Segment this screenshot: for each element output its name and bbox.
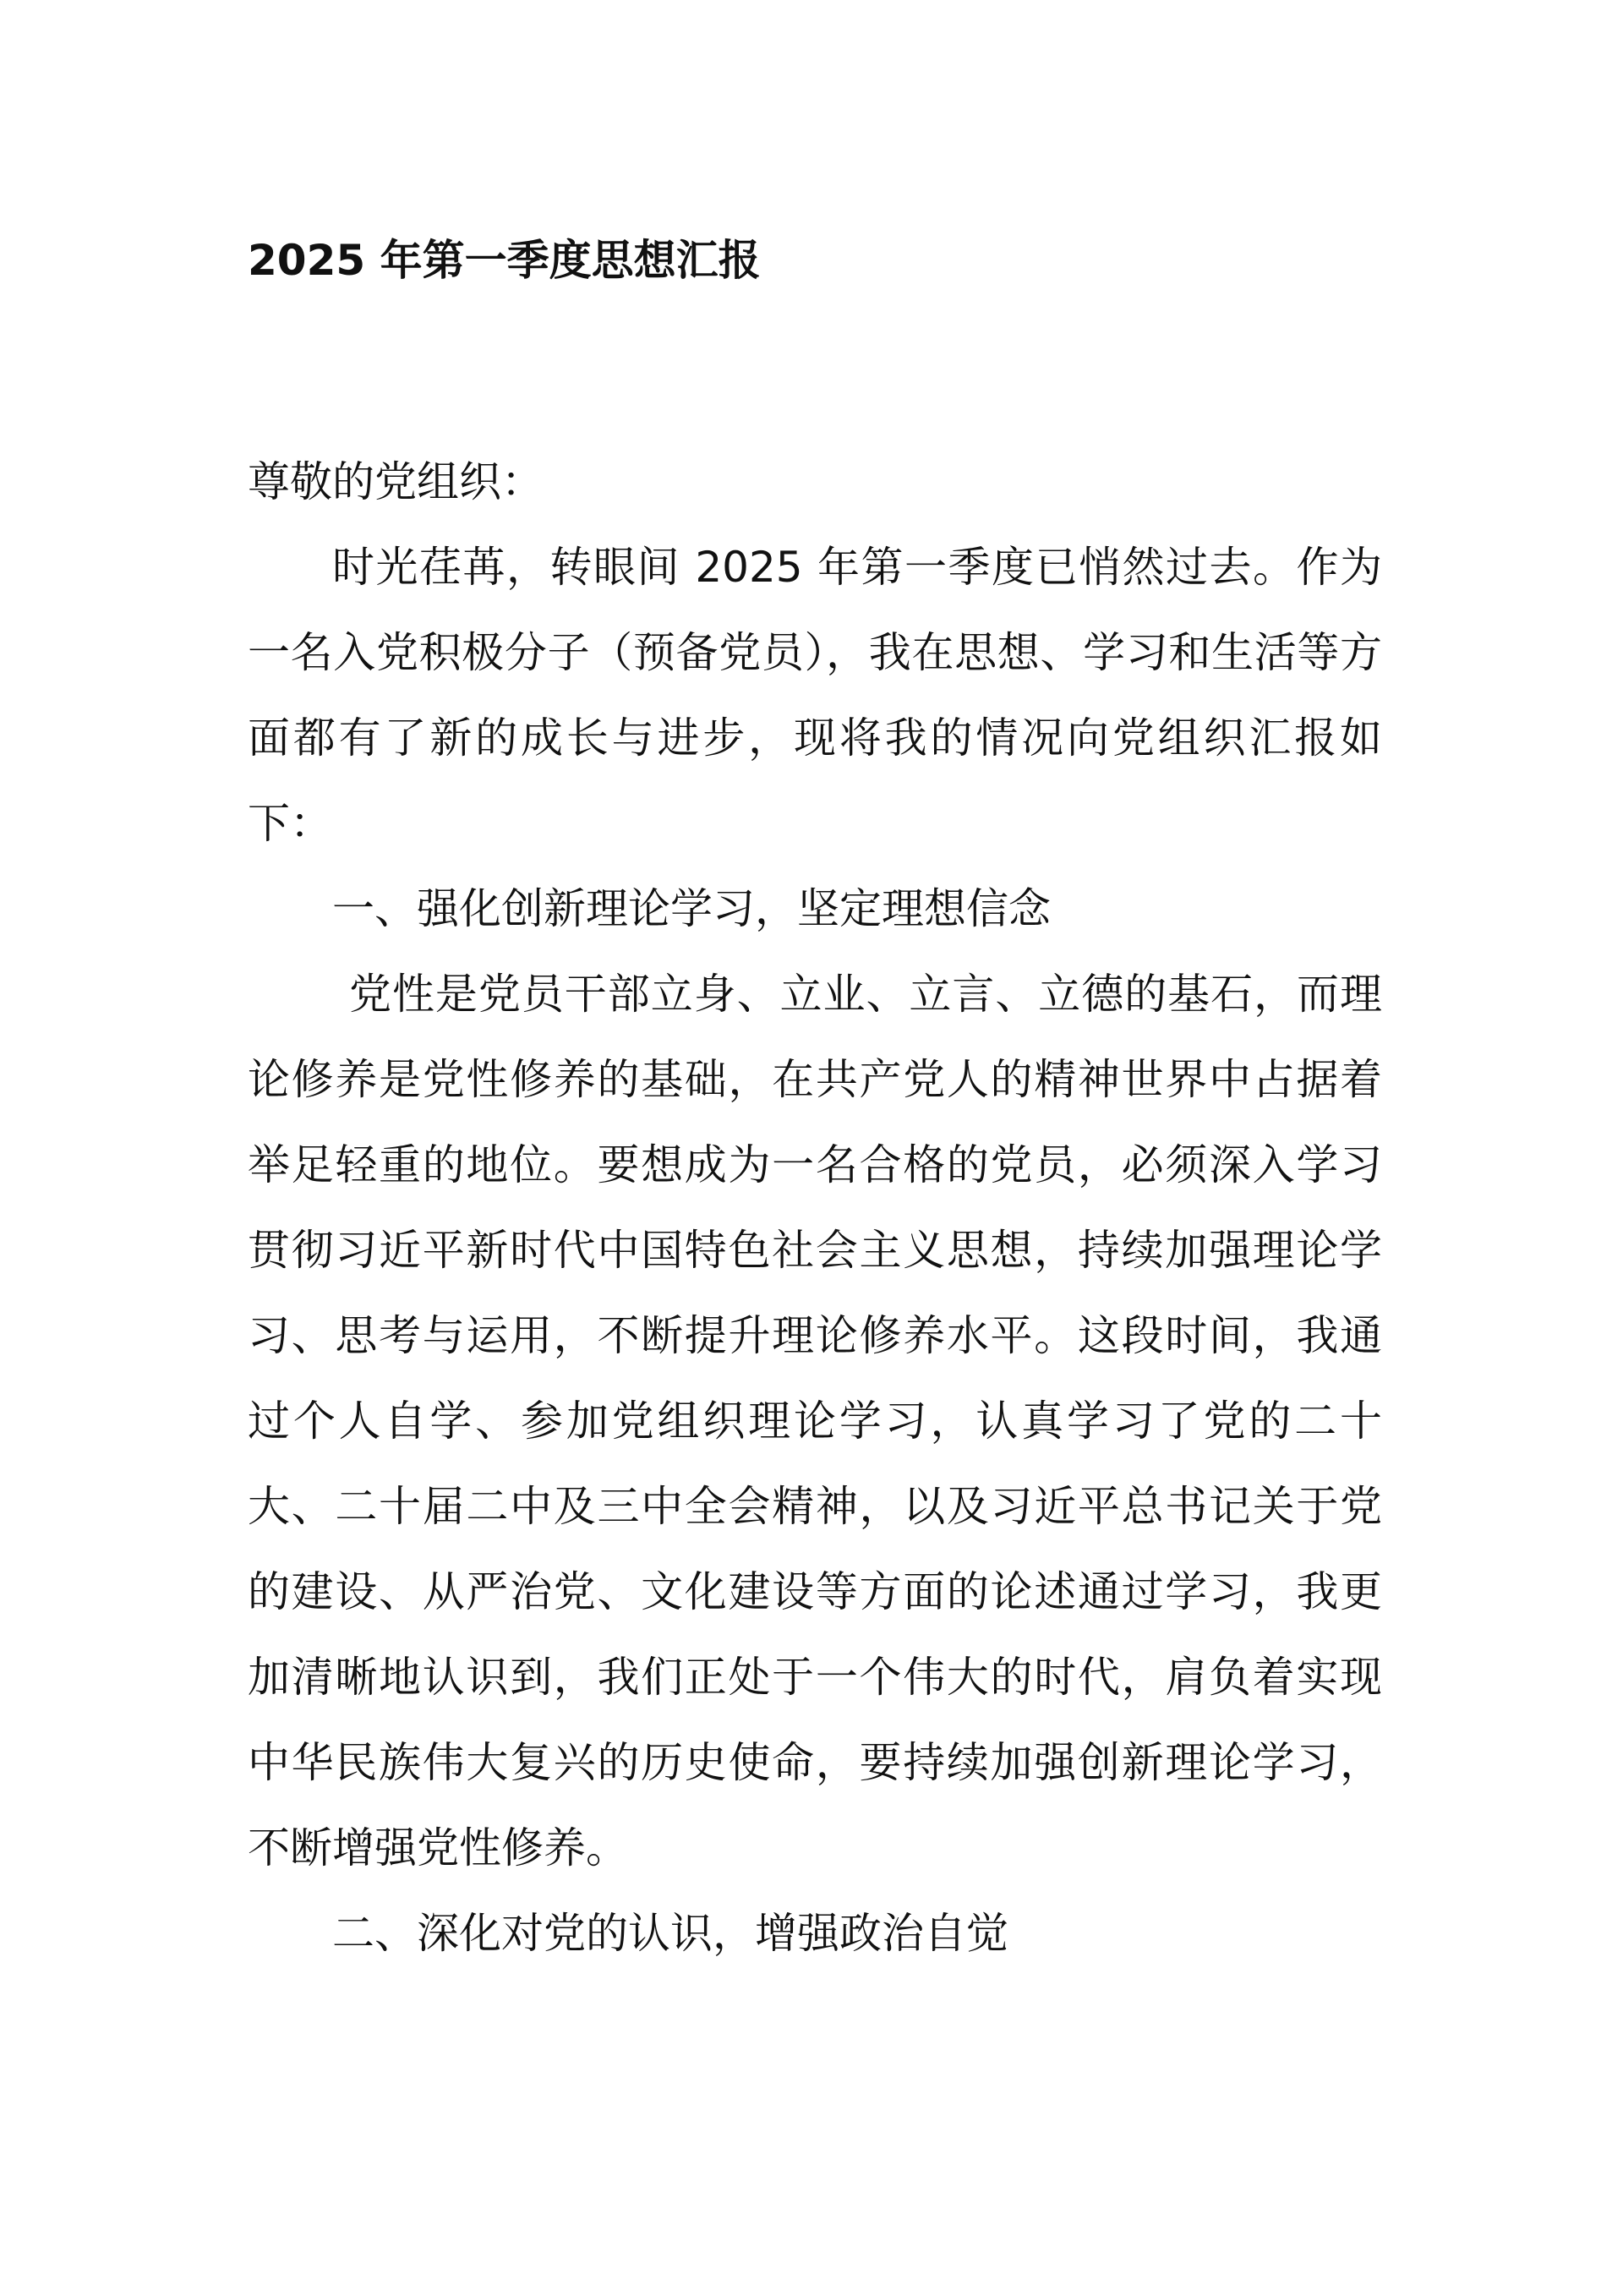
section-2-heading: 二、深化对党的认识，增强政治自觉	[332, 1909, 1008, 1958]
intro-paragraph: 时光荏苒，转眼间 2025 年第一季度已悄然过去。作为一名入党积极分子（预备党员），我在思想、学习和生活等方面都有了新的成长与进步，现将我的情况向党组织汇报如下：	[248, 543, 1382, 848]
document-body	[248, 440, 1382, 1976]
salutation: 尊敬的党组织：	[248, 457, 544, 506]
document-title: 2025 年第一季度思想汇报	[248, 236, 761, 285]
section-1-heading: 一、强化创新理论学习，坚定理想信念	[332, 884, 1051, 933]
section-1-paragraph: 党性是党员干部立身、立业、立言、立德的基石，而理论修养是党性修养的基础，在共产党人的精神世界中占据着举足轻重的地位。要想成为一名合格的党员，必须深入学习贯彻习近平新时代中国特色社会主义思想，持续加强理论学习、思考与运用，不断提升理论修养水平。这段时间，我通过个人自学、参加党组织理论学习，认真学习了党的二十大、二十届二中及三中全会精神，以及习近平总书记关于党的建设、从严治党、文化建设等方面的论述通过学习，我更加清晰地认识到，我们正处于一个伟大的时代，肩负着实现中华民族伟大复兴的历史使命，要持续加强创新理论学习，不断增强党性修养。	[248, 970, 1382, 1872]
